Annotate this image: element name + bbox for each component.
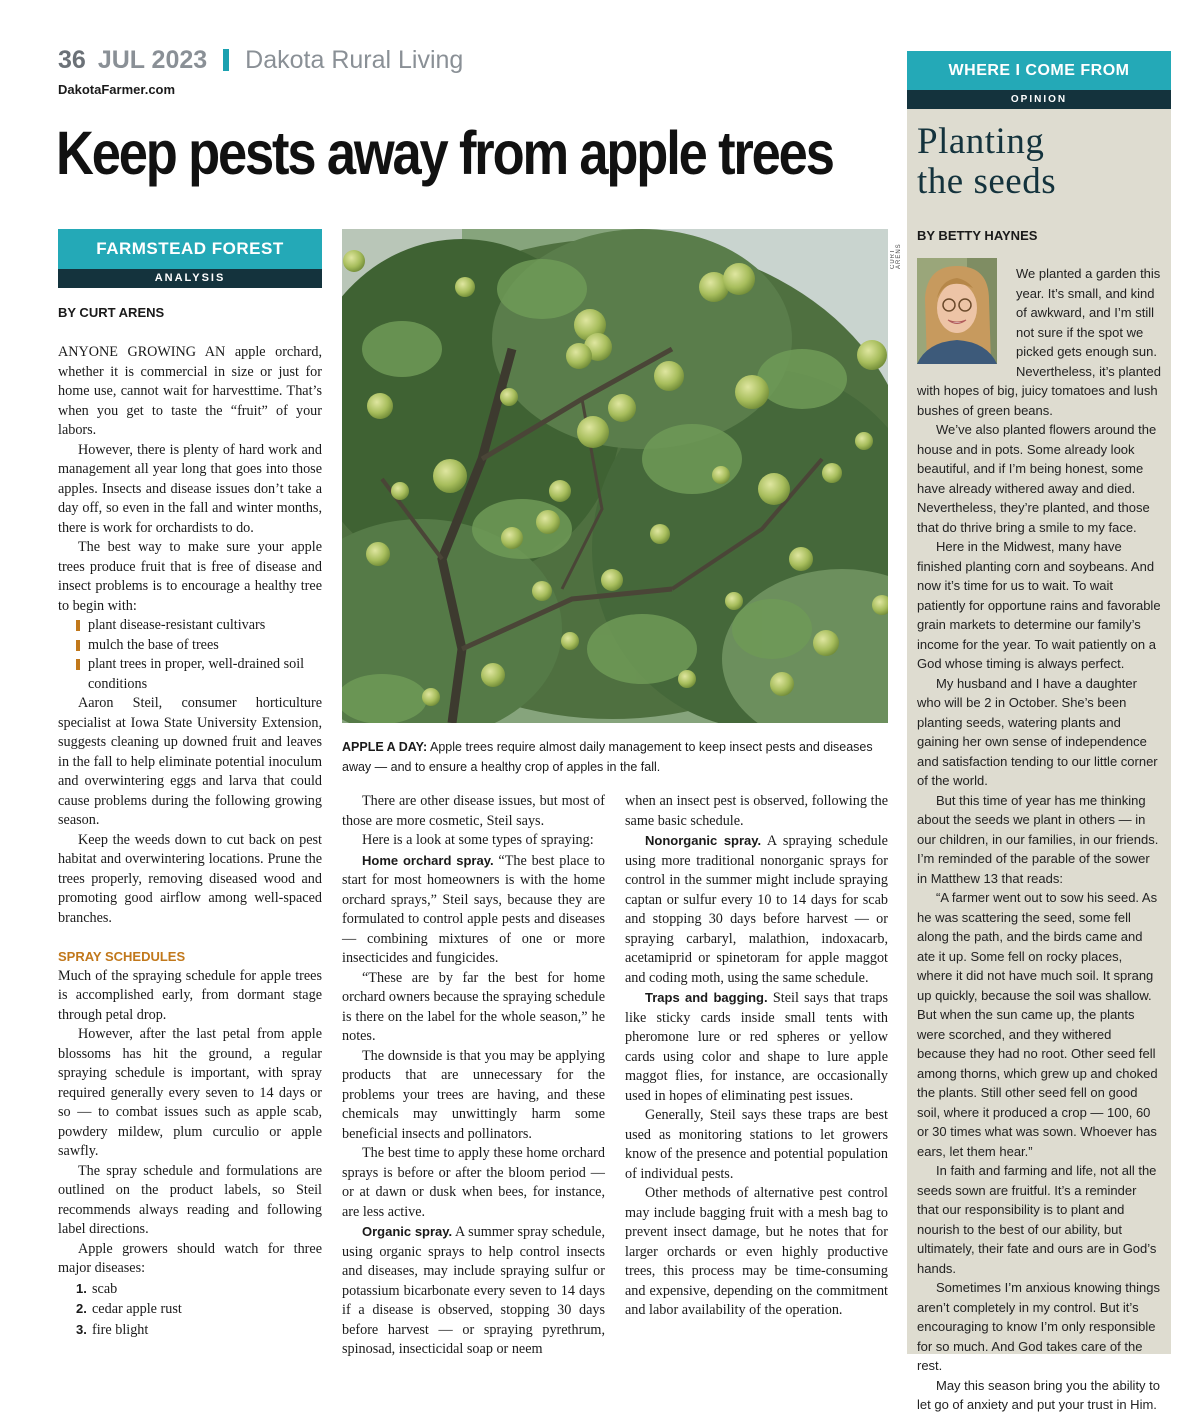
list-item: mulch the base of trees — [70, 636, 322, 656]
paragraph: Apple growers should watch for three major diseases: — [58, 1240, 322, 1276]
paragraph: However, after the last petal from apple blossoms has hit the ground, a regular spraying schedule is important, with spray required generally every seven to 14 days or so — to combat issues such as apple scab, powdery mildew, plum curculio or apple sawfly. — [58, 1026, 322, 1159]
paragraph: May this season bring you the ability to let go of anxiety and put your trust in Him. — [917, 1377, 1161, 1412]
paragraph: Keep the weeds down to cut back on pest habitat and overwintering locations. Prune the trees properly, removing diseased wood and promoting good airflow among well-spaced branches. — [58, 831, 322, 926]
folio-divider — [223, 49, 229, 71]
section-kind: ANALYSIS — [58, 269, 322, 288]
paragraph: when an insect pest is observed, following the same basic schedule. — [625, 793, 888, 829]
list-item: 1. scab — [76, 1280, 118, 1297]
caption-text: Apple trees require almost daily management to keep insect pests and diseases away — and to ensure a healthy crop of apples in the fall. — [342, 740, 873, 774]
paragraph: However, there is plenty of hard work and management all year long that goes into those apples. Insects and disease issues don’t take a day off, so even in the fall and winter months, there is work for orchardists to do. — [58, 441, 322, 536]
paragraph: My husband and I have a daughter who will be 2 in October. She’s been planting seeds, watering plants and gaining her own sense of independence and satisfaction tending to our little corner of the world. — [917, 675, 1158, 788]
byline: BY CURT ARENS — [58, 305, 165, 320]
paragraph: Home orchard spray. “The best place to start for most homeowners is with the home orchard sprays,” Steil says, because they are formulated to control apple pests and diseases — combining mixtures of one or more insecticides and fungicides. — [342, 852, 605, 966]
list-item: plant trees in proper, well-drained soil conditions — [70, 655, 322, 694]
paragraph: In faith and farming and life, not all the seeds sown are fruitful. It’s a reminder that our responsibility is to plant and nourish to the best of our ability, but ultimately, their fate and ours are in God’s hands. — [917, 1163, 1157, 1276]
paragraph: Sometimes I’m anxious knowing things aren’t completely in my control. But it’s encouraging to know I’m only responsible for so much. And God takes care of the rest. — [917, 1280, 1160, 1373]
folio — [58, 46, 463, 75]
disease-list — [58, 1279, 322, 1341]
paragraph: We’ve also planted flowers around the house and in pots. Some already look beautiful, and if I’m being honest, some have already withered away and died. Nevertheless, they’re planted, and those that do thrive bring a smile to my face. — [917, 422, 1157, 535]
sidebar-label — [907, 51, 1171, 109]
article-column-1 — [58, 343, 322, 1340]
photo-credit: CURT ARENS — [890, 243, 902, 269]
paragraph: Here in the Midwest, many have finished planting corn and soybeans. And now it’s time for us to wait. To wait patiently for opportune rains and favorable grain markets to determine our family’s income for the year. To wait patiently on a God whose timing is always perfect. — [917, 539, 1161, 671]
paragraph: Nonorganic spray. A spraying schedule using more traditional nonorganic sprays for control in the summer might include spraying captan or sulfur every 10 to 14 days for scab and stopping 30 days before harvest — or spraying carbaryl, malathion, indoxacarb, acetamiprid or spinetoram for apple maggot and coding moth, using the same schedule. — [625, 833, 888, 986]
section-label — [58, 229, 322, 288]
sidebar-title: Planting the seeds — [917, 121, 1057, 202]
paragraph: We planted a garden this year. It’s small, and kind of awkward, and I’m still not sure if the spot we picked gets enough sun. Nevertheless, it’s planted with hopes of big, juicy tomatoes and lush bushes of green beans. — [917, 266, 1162, 418]
article-column-2 — [342, 792, 605, 1360]
page-number: 36 — [58, 46, 86, 74]
sidebar-section-kind: OPINION — [907, 90, 1171, 109]
paragraph: Organic spray. A summer spray schedule, using organic sprays to help control insects and diseases, may include spraying sulfur or potassium bicarbonate every seven to 14 days if a disease is observed, stopping 30 days before harvest — or spraying pyrethrum, spinosad, insecticidal soap or neem — [342, 1224, 605, 1357]
run-in-head: Organic spray. — [362, 1224, 453, 1239]
bullet-icon — [76, 640, 80, 651]
bullet-list — [58, 616, 322, 694]
magazine-name: Dakota Rural Living — [245, 46, 464, 74]
run-in-head: Home orchard spray. — [362, 852, 494, 868]
run-in-head: Nonorganic spray. — [645, 833, 762, 848]
run-in-head: Traps and bagging. — [645, 990, 768, 1005]
caption-lead: APPLE A DAY: — [342, 740, 428, 754]
site-url: DakotaFarmer.com — [58, 82, 176, 97]
photo-wrap-spacer — [917, 264, 1016, 364]
paragraph: There are other disease issues, but most of those are more cosmetic, Steil says. — [342, 793, 605, 829]
article-column-3 — [625, 792, 888, 1321]
sidebar-byline: BY BETTY HAYNES — [917, 228, 1038, 243]
paragraph: The spray schedule and formulations are outlined on the product labels, so Steil recommends always reading and following label directions. — [58, 1162, 322, 1237]
paragraph: The best way to make sure your apple trees produce fruit that is free of disease and insect problems is to encourage a healthy tree to begin with: — [58, 539, 322, 614]
lead-in: ANYONE GROWING AN — [58, 344, 226, 360]
list-item: plant disease-resistant cultivars — [70, 616, 322, 636]
list-item: 2. cedar apple rust — [76, 1301, 182, 1317]
photo-caption — [342, 737, 888, 777]
paragraph: ANYONE GROWING AN apple orchard, whether it is commercial in size or just for home use, cannot wait for harvesttime. That’s when you get to taste the “fruit” of your labors. — [58, 344, 322, 438]
paragraph: But this time of year has me thinking about the seeds we plant in others — in our children, in our families, in our friends. I’m reminded of the parable of the sower in Matthew 13 that reads: — [917, 792, 1159, 886]
list-item: 3. fire blight — [76, 1321, 149, 1338]
apple-tree-photo — [342, 229, 888, 723]
paragraph: “A farmer went out to sow his seed. As he was scattering the seed, some fell along the path, and the birds came and ate it up. Some fell on rocky places, where it did not have much soil. It sprang up quickly, because the soil was shallow. But when the sun came up, the plants were scorched, and they withered because they had no root. Other seed fell among thorns, which grew up and choked the plants. Still other seed fell on good soil, where it produced a crop — 100, 60 or 30 times what was sown. Whoever has ears, let them hear.” — [917, 890, 1158, 1159]
sidebar-section-title: WHERE I COME FROM — [907, 51, 1171, 90]
paragraph: Here is a look at some types of spraying: — [362, 832, 594, 848]
subhead: SPRAY SCHEDULES — [58, 949, 186, 964]
paragraph: Generally, Steil says these traps are best used as monitoring stations to let growers know of the presence and potential population of individual pests. — [625, 1107, 888, 1182]
paragraph: “These are by far the best for home orchard owners because the spraying schedule is there on the label for the whole season,” he notes. — [342, 969, 605, 1044]
paragraph: Traps and bagging. Steil says that traps like sticky cards inside small tents with pheromone lure or red spheres or yellow cards using color and shape to lure apple maggot flies, for instance, are occasionally used in hopes of eliminating pest issues. — [625, 990, 888, 1104]
bullet-icon — [76, 620, 80, 631]
paragraph: Other methods of alternative pest control may include bagging fruit with a mesh bag to prevent insect damage, but he notes that for larger orchards or even highly productive trees, this process may be time-consuming and expensive, depending on the commitment and labor availability of the operation. — [625, 1185, 888, 1318]
sidebar-body — [917, 264, 1161, 1415]
paragraph: Aaron Steil, consumer horticulture specialist at Iowa State University Extension, suggests cleaning up downed fruit and leaves in the fall to help eliminate potential inoculum and overwintering eggs and larva that could cause problems during the following growing season. — [58, 695, 322, 828]
paragraph: The downside is that you may be applying products that are unnecessary for the problems your trees are having, and these chemicals may unwittingly harm some beneficial insects and pollinators. — [342, 1047, 605, 1142]
issue-date: JUL 2023 — [97, 46, 208, 74]
section-title: FARMSTEAD FOREST — [58, 229, 322, 269]
paragraph: Much of the spraying schedule for apple trees is accomplished early, from dormant stage through petal drop. — [58, 967, 322, 1023]
bullet-icon — [76, 659, 80, 670]
paragraph: The best time to apply these home orchard sprays is before or after the bloom period — or at dawn or dusk when bees, for instance, are less active. — [342, 1145, 605, 1220]
headline: Keep pests away from apple trees — [56, 119, 833, 187]
